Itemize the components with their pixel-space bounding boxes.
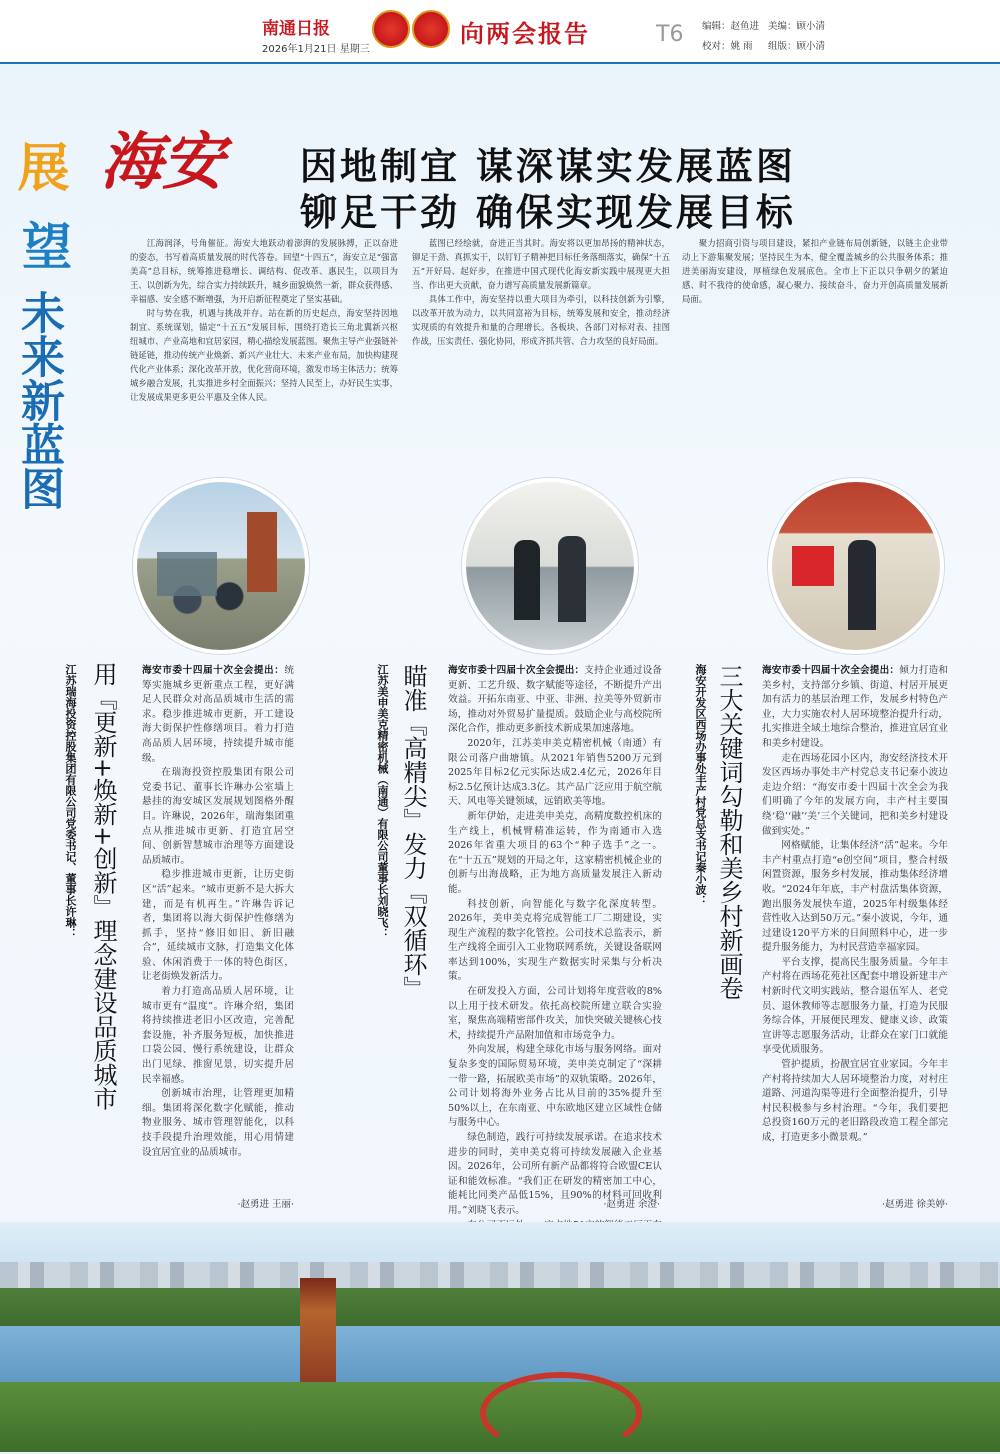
article-paragraph: 在研发投入方面，公司计划将年度营收的8%以上用于技术研发。依托高校院所建立联合实验室，聚焦高端精密部件攻关，加快突破关键核心技术，持续提升产品附加值和市场竞争力。 (448, 986, 662, 1041)
article-paragraph: 管护提质，扮靓宜居宜业家园。今年丰产村将持续加大人居环境整治力度，对村庄道路、河道沟渠等进行全面整治提升，引导村民积极参与乡村治理。“今年，我们要把总投资160万元的老旧路段改造工程全部完成，打造更多小微景观。” (762, 1059, 948, 1143)
article-2-lead: 支持企业通过设备更新、工艺升级、数字赋能等途径，不断提升产出效益。开拓东南亚、中亚、非洲、拉美等外贸新市场，推动对外贸易扩量提质。鼓励企业与高校院所深化合作，推动更多新技术新成果加速落地。 (448, 665, 663, 735)
photo-2 (462, 478, 638, 654)
article-2-byline: ·赵勇进 余澄· (603, 1199, 660, 1210)
section-banner (8, 140, 72, 680)
intro-paragraph: 时与势在我，机遇与挑战并存。站在新的历史起点，海安坚持因地制宜、系统谋划，锚定“十五五”发展目标，围绕打造长三角北翼新兴枢纽城市、产业高地和宜居家园，精心描绘发展蓝图。聚焦主导产业强链补链延链，推动传统产业焕新、新兴产业壮大、未来产业布局，加快构建现代化产业体系；深化改革开放，优化营商环境，激发市场主体活力；统筹城乡融合发展，扎实推进乡村全面振兴；坚持人民至上，办好民生实事，让发展成果更多更公平惠及全体人民。 (130, 308, 398, 402)
article-paragraph: 外向发展，构建全球化市场与服务网络。面对复杂多变的国际贸易环境，美申美克制定了“深耕一带一路，拓展欧美市场”的双轨策略。2026年，公司计划将海外业务占比从目前的35%提升至50%以上，在东南亚、中东欧地区建立区域性仓储与服务中心。 (448, 1044, 662, 1129)
banner-zhan: 展 (8, 140, 68, 192)
proof-credit: 校对：姚 雨 (702, 41, 753, 52)
intro-paragraph: 聚力招商引资与项目建设，紧扣产业链布局创新链，以链主企业带动上下游集聚发展；坚持民生为本，健全覆盖城乡的公共服务体系；推进美丽海安建设，厚植绿色发展底色。全市上下正以只争朝夕的紧迫感、时不我待的使命感，凝心聚力、接续奋斗，奋力开创高质量发展新局面。 (682, 238, 948, 304)
cppcc-emblem-icon (412, 10, 450, 48)
intro-column-3 (682, 236, 948, 436)
article-1-lead: 统筹实施城乡更新重点工程，更好满足人民群众对高品质城市生活的需求。稳步推进城市更新，开工建设海大街保护性修缮项目。着力打造高品质人居环境，持续提升城市能级。 (142, 665, 294, 764)
scenic-red-path (480, 1372, 642, 1454)
article-paragraph: 在瑞海投资控股集团有限公司党委书记、董事长许琳办公室墙上悬挂的海安城区发展规划图格外醒目。许琳说，2026年，瑞海集团重点从推进城市更新、打造宜居空间、创新智慧城市治理等方面建设品质城市。 (142, 767, 294, 866)
article-paragraph: 平台支撑，提高民生服务质量。今年丰产村将在西场花苑社区配套中增设新建丰产村新时代文明实践站，整合退伍军人、老党员、退休教师等志愿服务力量，打造为民服务综合体，开展便民理发、健康义诊、政策宣讲等志愿服务活动，让群众在家门口就能享受优质服务。 (762, 956, 948, 1056)
national-emblem-icon (372, 10, 410, 48)
masthead (0, 0, 1000, 64)
article-3-byline: ·赵勇进 徐美婷· (881, 1199, 948, 1210)
intro-column-2 (412, 236, 670, 456)
page-number: T6 (656, 22, 684, 47)
intro-paragraph: 具体工作中，海安坚持以重大项目为牵引，以科技创新为引擎，以改革开放为动力，以共同富裕为目标，统筹发展和安全，推动经济实现质的有效提升和量的合理增长。各板块、各部门对标对表、挂图作战，压实责任、强化协同，形成齐抓共管、合力攻坚的良好局面。 (412, 294, 670, 346)
intro-column-1 (130, 236, 398, 456)
banner-subtitle: 未来新蓝图 (13, 290, 64, 510)
scenic-pagoda (300, 1278, 336, 1388)
section-title: 向两会报告 (460, 20, 590, 48)
article-paragraph: 2020年，江苏美申美克精密机械（南通）有限公司落户曲塘镇。从2021年销售5200万元到2025年目标2亿元实际达成2.4亿元，2026年目标2.5亿预计达成3.3亿。其产品广泛应用于航空航天、风电等关键领域，远销欧美等地。 (448, 737, 662, 808)
city-name: 海安 (100, 125, 225, 198)
scenic-water (0, 1326, 1000, 1386)
photo-3-speaker (848, 540, 876, 630)
article-2-subhead: 江苏美申美克精密机械（南通）有限公司董事长刘晓飞： (376, 664, 389, 939)
article-1-subhead: 江苏瑞海投资控股集团有限公司党委书记、董事长许琳： (64, 664, 77, 939)
article-paragraph: 走在西场花园小区内，海安经济技术开发区西场办事处丰产村党总支书记秦小波边走边介绍：“海安市委十四届十次全会为我们明确了今年的发展方向，丰产村主要围绕‘稳’‘融’‘美’三个关键词，把和美乡村建设做到实处。” (762, 752, 948, 837)
article-1-body (142, 664, 294, 1184)
intro-paragraph: 蓝图已经绘就，奋进正当其时。海安将以更加昂扬的精神状态，铆足干劲、真抓实干，以钉钉子精神把目标任务落细落实，确保“十五五”开好局、起好步，在推进中国式现代化海安新实践中展现更大担当、作出更大贡献，奋力谱写高质量发展新篇章。 (412, 238, 670, 290)
headline-line-2: 铆足干劲 确保实现发展目标 (300, 191, 796, 234)
article-3-subhead: 海安开发区西场办事处丰产村党总支书记秦小波： (694, 664, 707, 906)
article-1-byline: ·赵勇进 王丽· (237, 1199, 294, 1210)
article-paragraph: 网格赋能，让集体经济“活”起来。今年丰产村重点打造“e创空间”项目，整合村级闲置资源，服务乡村发展，推动集体经济增收。“2024年年底，丰产村盘活集体资源，跑出服务发展快车道，2025年村级集体经营性收入达到50万元。”秦小波说，今年，通过建设120平方米的日间照料中心，进一步提升服务能力，为村民营造幸福家园。 (762, 840, 948, 954)
article-paragraph: 着力打造高品质人居环境，让城市更有“温度”。许琳介绍，集团将持续推进老旧小区改造，完善配套设施，补齐服务短板，加快推进口袋公园、慢行系统建设，让群众出门见绿、推窗见景，切实提升居民幸福感。 (142, 986, 294, 1085)
layout-credit: 组版：顾小清 (768, 41, 826, 52)
article-paragraph: 科技创新，向智能化与数字化深度转型。2026年，美申美克将完成智能工厂二期建设，实现生产流程的数字化管控。公司技术总监表示，新生产线将全面引入工业物联网系统，关键设备联网率达到100%，实现生产数据实时采集与分析决策。 (448, 898, 662, 983)
article-3-body (762, 664, 948, 1184)
issue-date: 2026年1月21日 星期三 (262, 44, 370, 55)
photo-2-person-b (558, 536, 586, 622)
photo-3-poster (792, 546, 834, 586)
photo-1-building (157, 552, 217, 596)
intro-paragraph: 江海润泽，号角催征。海安大地跃动着澎湃的发展脉搏，正以奋进的姿态，书写着高质量发展的时代答卷。回望“十四五”，海安立足“强富美高”总目标，统筹推进稳增长、调结构、促改革、惠民生，以项目为王、以创新为先，综合实力持续跃升，城乡面貌焕然一新，群众获得感、幸福感、安全感不断增强，为开启新征程奠定了坚实基础。 (130, 238, 398, 304)
article-paragraph: 新年伊始，走进美申美克，高精度数控机床的生产线上，机械臂精准运转，作为南通市入选2026年省重大项目的63个“种子选手”之一。在“十五五”规划的开局之年，这家精密机械企业的创新与出海战略，正为地方高质量发展注入新动能。 (448, 810, 662, 895)
photo-2-person-a (514, 540, 540, 620)
scenic-photo (0, 1222, 1000, 1452)
article-paragraph: 创新城市治理，让管理更加精细。集团将深化数字化赋能，推动物业服务、城市管理智能化，以科技手段提升治理效能，用心用情建设宜居宜业的品质城市。 (142, 1088, 294, 1158)
article-1-lead-label: 海安市委十四届十次全会提出： (142, 665, 285, 676)
article-2-headline: 瞄准『高精尖』发力『双循环』 (399, 664, 427, 1000)
article-paragraph: 稳步推进城市更新，让历史街区“活”起来。“城市更新不是大拆大建，而是有机再生。”许琳告诉记者，集团将以海大街保护性修缮为抓手，坚持“修旧如旧、新旧融合”，延续城市文脉，打造集文化体验、休闲消费于一体的特色街区，让老街焕发新活力。 (142, 869, 294, 983)
photo-3 (768, 478, 944, 654)
article-paragraph: 绿色制造，践行可持续发展承诺。在追求技术进步的同时，美申美克将可持续发展融入企业基因。2026年，公司所有新产品都将符合欧盟CE认证和能效标准。“我们正在研发的精密加工中心，能耗比同类产品低15%，且90%的材料可回收利用。”刘晓飞表示。 (448, 1132, 662, 1216)
photo-1-tower (247, 512, 277, 592)
editor-credit: 编辑：赵鱼进 (702, 21, 760, 32)
article-1-headline: 用『更新+焕新+创新』理念建设品质城市 (89, 662, 117, 1111)
article-3-lead: 倾力打造和美乡村，支持部分乡镇、街道、村居开展更加有活力的基层治理工作，发展乡村特色产业，大力实施农村人居环境整治提升行动，扎实推进全域土地综合整治，推进宜居宜业和美乡村建设。 (762, 665, 949, 749)
headline-line-1: 因地制宜 谋深谋实发展蓝图 (300, 145, 796, 188)
photo-1 (133, 478, 309, 654)
banner-wang: 望 (14, 220, 72, 270)
newspaper-logo: 南通日报 (262, 19, 330, 39)
article-2-lead-label: 海安市委十四届十次全会提出： (448, 665, 585, 676)
article-3-headline: 三大关键词勾勒和美乡村新画卷 (715, 664, 743, 1000)
designer-credit: 美编：顾小清 (768, 21, 826, 32)
article-3-lead-label: 海安市委十四届十次全会提出： (762, 665, 900, 676)
scenic-trees (0, 1288, 1000, 1328)
